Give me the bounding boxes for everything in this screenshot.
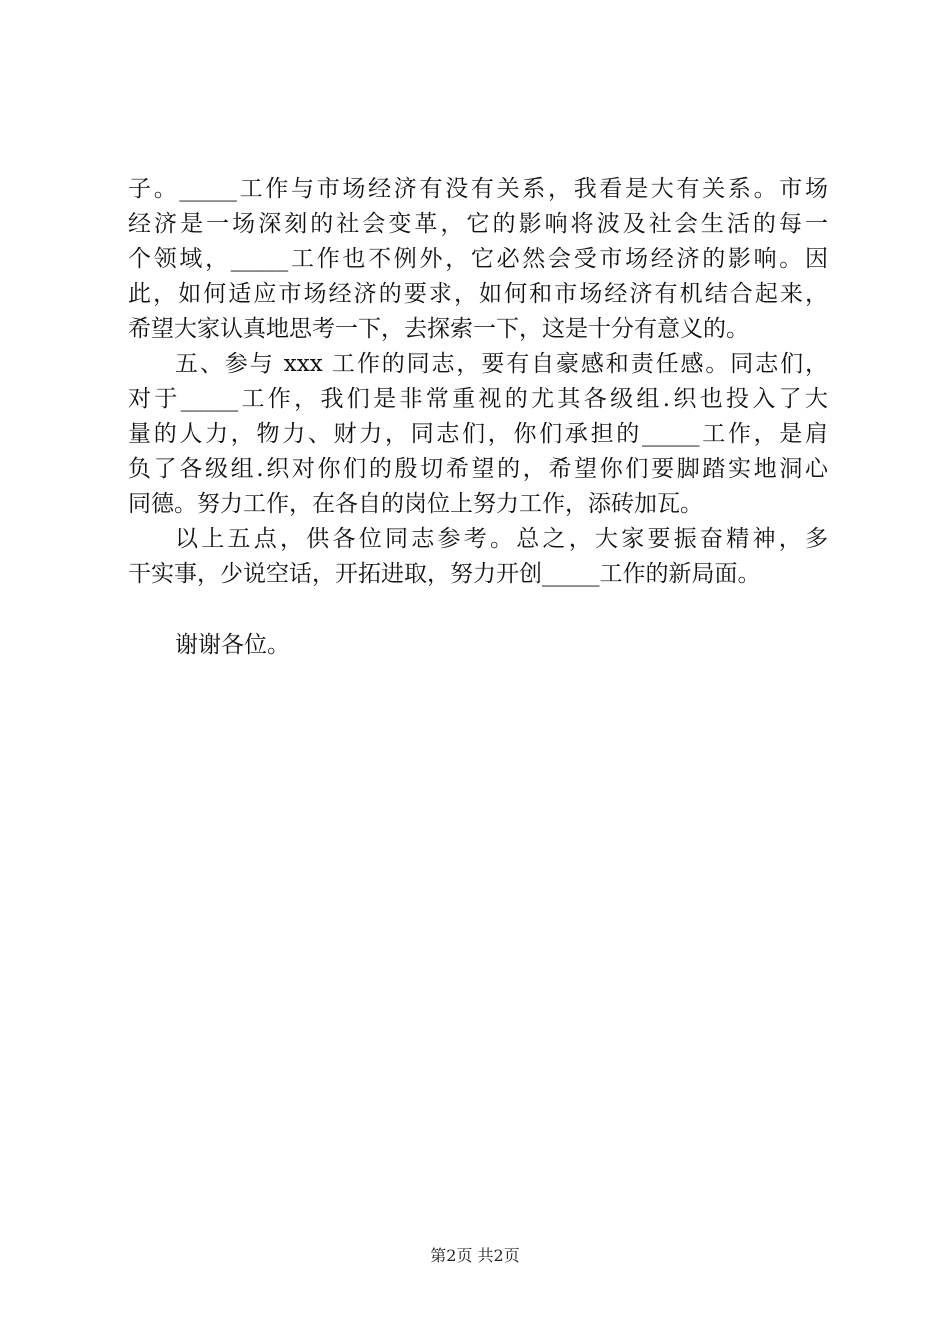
text-line: 此，如何适应市场经济的要求，如何和市场经济有机结合起来， xyxy=(128,281,828,307)
text-line: 以上五点，供各位同志参考。总之，大家要振奋精神，多 xyxy=(175,526,828,552)
text-line: 量的人力，物力、财力，同志们，你们承担的_____工作，是肩 xyxy=(128,421,828,447)
text-line: 五、参与 xxx 工作的同志，要有自豪感和责任感。同志们， xyxy=(175,351,828,377)
text-line: 经济是一场深刻的社会变革，它的影响将波及社会生活的每一 xyxy=(128,211,828,237)
paragraph-spacer xyxy=(128,592,828,628)
text-line: 子。_____工作与市场经济有没有关系，我看是大有关系。市场 xyxy=(128,176,828,202)
text-line: 同德。努力工作，在各自的岗位上努力工作，添砖加瓦。 xyxy=(128,491,703,517)
text-line: 负了各级组.织对你们的殷切希望的，希望你们要脚踏实地洞心 xyxy=(128,456,828,482)
text-line: 希望大家认真地思考一下，去探索一下，这是十分有意义的。 xyxy=(128,316,749,342)
text-line: 对于_____工作，我们是非常重视的尤其各级组.织也投入了大 xyxy=(128,386,828,412)
page-number-footer: 第2页 共2页 xyxy=(430,1246,520,1265)
document-body xyxy=(128,172,828,663)
closing-line: 谢谢各位。 xyxy=(175,632,290,658)
text-line: 个领域，_____工作也不例外，它必然会受市场经济的影响。因 xyxy=(128,246,828,272)
text-line: 干实事，少说空话，开拓进取，努力开创_____工作的新局面。 xyxy=(128,561,761,587)
